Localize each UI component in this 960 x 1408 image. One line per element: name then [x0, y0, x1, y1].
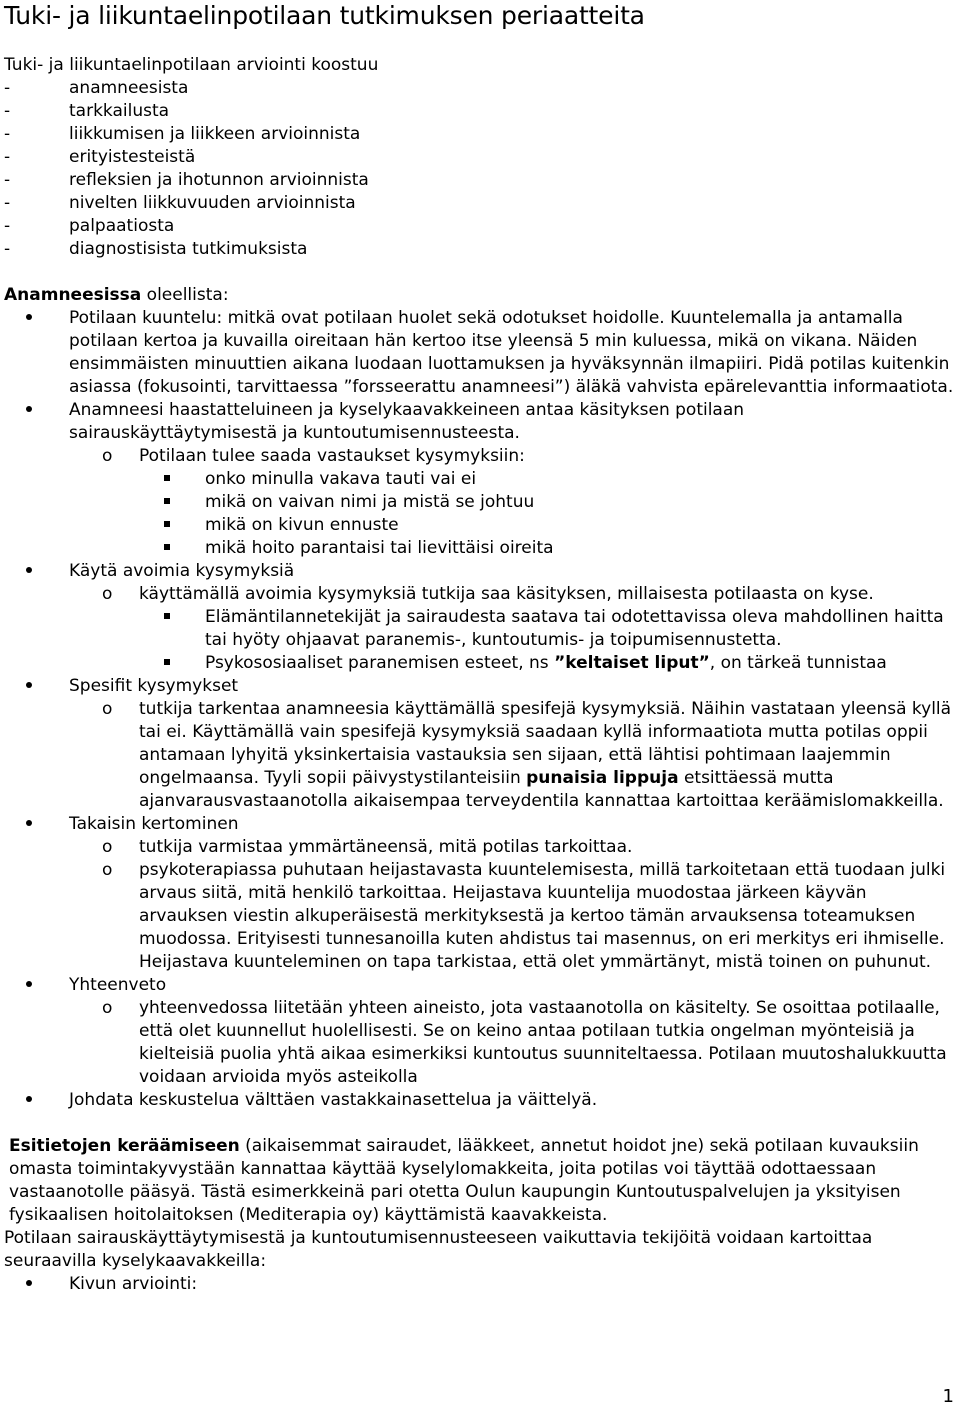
bullet-item: Johdata keskustelua välttäen vastakkainasettelua ja väittelyä.	[4, 1089, 956, 1112]
list-item: - nivelten liikkuvuuden arvioinnista	[4, 193, 356, 213]
sub-item: o Potilaan tulee saada vastaukset kysymyksiin:	[102, 446, 525, 466]
list-item: - palpaatiosta	[4, 216, 175, 236]
sub-sub-item: Elämäntilannetekijät ja sairaudesta saatava tai odotettavissa oleva mahdollinen haitta tai hyöty ohjaavat paranemis-, kuntoutumis- ja toipumisennustetta.	[4, 606, 956, 652]
document-title: Tuki- ja liikuntaelinpotilaan tutkimuksen periaatteita	[4, 1, 645, 30]
dash-marker: -	[4, 101, 11, 121]
bullet-item: Kivun arviointi:	[4, 1273, 956, 1296]
circle-bullet-icon: o	[102, 837, 113, 857]
assessment-paragraph: Potilaan sairauskäyttäytymisestä ja kuntoutumisennusteeseen vaikuttavia tekijöitä voidaan kartoittaa seuraavilla kyselykaavakkeilla:	[4, 1228, 873, 1271]
square-bullet-icon	[164, 468, 170, 491]
bullet-item: Yhteenveto	[4, 974, 956, 997]
bullet-icon	[26, 1273, 32, 1296]
dash-marker: -	[4, 193, 11, 213]
bullet-item: Käytä avoimia kysymyksiä	[4, 560, 956, 583]
intro-text: Tuki- ja liikuntaelinpotilaan arviointi koostuu	[4, 55, 379, 75]
circle-bullet-icon: o	[102, 860, 113, 880]
list-item: - erityistesteistä	[4, 147, 196, 167]
collection-paragraph: Esitietojen keräämiseen (aikaisemmat sairaudet, lääkkeet, annetut hoidot jne) sekä potilaan kuvauksiin omasta toimintakyvystään kannattaa käyttää kyselylomakkeita, joita potilas voi täyttää odottaessaan vastaanotolle pääsyä. Tästä esimerkkeinä pari otetta Oulun kaupungin Kuntoutuspalvelujen ja yksityisen fysikaalisen hoitolaitoksen (Mediterapia oy) käyttämistä kaavakkeista.	[9, 1136, 919, 1225]
sub-sub-item: onko minulla vakava tauti vai ei	[4, 468, 956, 491]
dash-marker: -	[4, 78, 11, 98]
square-bullet-icon	[164, 652, 170, 675]
list-item: - tarkkailusta	[4, 101, 170, 121]
bullet-icon	[26, 813, 32, 836]
bullet-icon	[26, 1089, 32, 1112]
bullet-item: Takaisin kertominen	[4, 813, 956, 836]
page-number: 1	[942, 1386, 954, 1407]
circle-bullet-icon: o	[102, 584, 113, 604]
bullet-icon	[26, 974, 32, 997]
bullet-icon	[26, 307, 32, 330]
sub-item: o käyttämällä avoimia kysymyksiä tutkija saa käsityksen, millaisesta potilaasta on kyse.	[102, 584, 874, 604]
circle-bullet-icon: o	[102, 699, 113, 719]
square-bullet-icon	[164, 491, 170, 514]
dash-marker: -	[4, 216, 11, 236]
bullet-item: Spesifit kysymykset	[4, 675, 956, 698]
square-bullet-icon	[164, 537, 170, 560]
sub-item: o tutkija tarkentaa anamneesia käyttämällä spesifejä kysymyksiä. Näihin vastataan yleensä kyllä tai ei. Käyttämällä vain spesifejä kysymyksiä saadaan kyllä informaatiota mutta potilas oppii antamaan lyhyitä yksinkertaisia vastauksia sen sijaan, että lähtisi pohtimaan laajemmin ongelmaansa. Tyyli sopii päivystystilanteisiin punaisia lippuja etsittäessä mutta ajanvarausvastaanotolla aikaisempaa terveydentila kannattaa kartoittaa keräämislomakkeilla.	[102, 699, 952, 811]
sub-item: o psykoterapiassa puhutaan heijastavasta kuuntelemisesta, millä tarkoitetaan että tuodaan julki arvaus siitä, mitä henkilö tarkoittaa. Heijastava kuuntelija muodostaa järkeen käyvän arvauksen viestin alkuperäisestä merkityksestä ja kertoo tämän arvauksensa toteamuksen muodossa. Erityisesti tunnesanoilla kuten ahdistus tai masennus, on eri merkitys eri ihmiselle. Heijastava kuunteleminen on tapa tarkistaa, että olet ymmärtänyt, mistä toinen on puhunut.	[102, 860, 946, 972]
bullet-icon	[26, 399, 32, 422]
bullet-item: Anamneesi haastatteluineen ja kyselykaavakkeineen antaa käsityksen potilaan sairauskäyttäytymisestä ja kuntoutumisennusteesta.	[4, 399, 956, 445]
sub-sub-item: mikä on kivun ennuste	[4, 514, 956, 537]
sub-sub-item: Psykososiaaliset paranemisen esteet, ns ”keltaiset liput”, on tärkeä tunnistaa	[4, 652, 956, 675]
dash-marker: -	[4, 124, 11, 144]
sub-item: o yhteenvedossa liitetään yhteen aineisto, jota vastaanotolla on käsitelty. Se osoittaa potilaalle, että olet kuunnellut huolellisesti. Se on keino antaa potilaan tutkia ongelman myönteisiä ja kielteisiä puolia yhtä aikaa esimerkiksi kuntoutus suunniteltaessa. Potilaan muutoshalukkuutta voidaan arvioida myös asteikolla	[102, 998, 947, 1087]
circle-bullet-icon: o	[102, 998, 113, 1018]
bullet-icon	[26, 560, 32, 583]
sub-sub-item: mikä on vaivan nimi ja mistä se johtuu	[4, 491, 956, 514]
dash-marker: -	[4, 239, 11, 259]
dash-marker: -	[4, 170, 11, 190]
assessment-list	[4, 77, 956, 261]
square-bullet-icon	[164, 514, 170, 537]
list-item: - anamneesista	[4, 78, 189, 98]
square-bullet-icon	[164, 606, 170, 629]
list-item: - diagnostisista tutkimuksista	[4, 239, 308, 259]
document-page	[4, 0, 956, 1296]
bullet-item: Potilaan kuuntelu: mitkä ovat potilaan huolet sekä odotukset hoidolle. Kuuntelemalla ja antamalla potilaan kertoa ja kuvailla oireitaan hän kertoo itse yleensä 5 min kuluessa, mikä on vikana. Näiden ensimmäisten minuuttien aikana luodaan luottamuksen ja hyväksynnän ilmapiiri. Pidä potilas kuitenkin asiassa (fokusointi, tarvittaessa ”forsseerattu anamneesi”) äläkä vahvista epärelevanttia informaatiota.	[4, 307, 956, 399]
sub-sub-item: mikä hoito parantaisi tai lievittäisi oireita	[4, 537, 956, 560]
bullet-icon	[26, 675, 32, 698]
sub-item: o tutkija varmistaa ymmärtäneensä, mitä potilas tarkoittaa.	[102, 837, 633, 857]
dash-marker: -	[4, 147, 11, 167]
list-item: - liikkumisen ja liikkeen arvioinnista	[4, 124, 361, 144]
list-item: - refleksien ja ihotunnon arvioinnista	[4, 170, 369, 190]
circle-bullet-icon: o	[102, 446, 113, 466]
anamnesis-heading: Anamneesissa oleellista:	[4, 285, 229, 305]
